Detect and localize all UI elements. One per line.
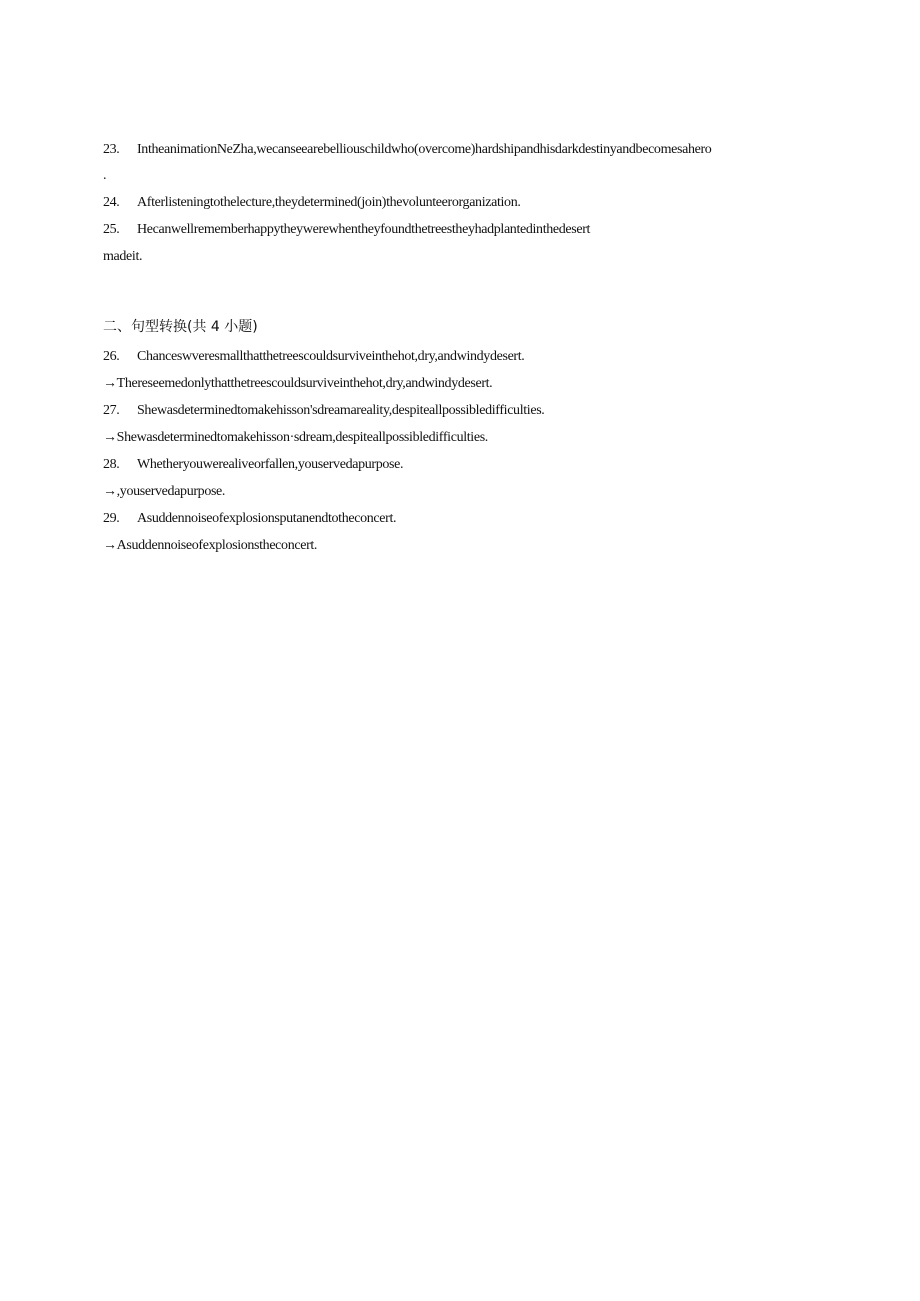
question-text: Hecanwellrememberhappytheywerewhentheyfoundthetreestheyhadplantedinthedesert bbox=[137, 222, 591, 237]
question-25 bbox=[103, 221, 590, 239]
question-23-continuation: . bbox=[103, 168, 107, 183]
question-text: Whetheryouwerealiveorfallen,youservedapurpose. bbox=[137, 457, 404, 472]
answer-line-26: →Thereseemedonlythatthetreescouldsurviveinthehot,dry,andwindydesert. bbox=[103, 376, 493, 391]
question-25-continuation: madeit. bbox=[103, 249, 143, 264]
question-text: Chanceswveresmallthatthetreescouldsurviveinthehot,dry,andwindydesert. bbox=[137, 349, 525, 364]
question-29 bbox=[103, 510, 396, 528]
question-number: 23. bbox=[103, 142, 120, 157]
question-23 bbox=[103, 141, 711, 159]
question-27 bbox=[103, 402, 544, 420]
question-number: 28. bbox=[103, 457, 120, 472]
question-26 bbox=[103, 348, 524, 366]
answer-line-29: →Asuddennoiseofexplosionstheconcert. bbox=[103, 538, 318, 553]
question-text: Asuddennoiseofexplosionsputanendtotheconcert. bbox=[137, 511, 397, 526]
question-number: 25. bbox=[103, 222, 120, 237]
question-text: IntheanimationNeZha,wecanseearebelliouschildwho(overcome)hardshipandhisdarkdestinyandbecomesahero bbox=[137, 142, 712, 157]
question-text: Afterlisteningtothelecture,theydetermined(join)thevolunteerorganization. bbox=[137, 195, 521, 210]
question-text: Shewasdeterminedtomakehisson'sdreamareality,despiteallpossibledifficulties. bbox=[137, 403, 545, 418]
section-title: 二、句型转换(共 4 小题) bbox=[103, 319, 258, 335]
question-number: 24. bbox=[103, 195, 120, 210]
answer-line-28: →,youservedapurpose. bbox=[103, 484, 226, 499]
question-number: 29. bbox=[103, 511, 120, 526]
question-number: 26. bbox=[103, 349, 120, 364]
answer-line-27: →Shewasdeterminedtomakehisson·sdream,despiteallpossibledifficulties. bbox=[103, 430, 488, 445]
question-24 bbox=[103, 194, 521, 212]
question-28 bbox=[103, 456, 403, 474]
question-number: 27. bbox=[103, 403, 120, 418]
